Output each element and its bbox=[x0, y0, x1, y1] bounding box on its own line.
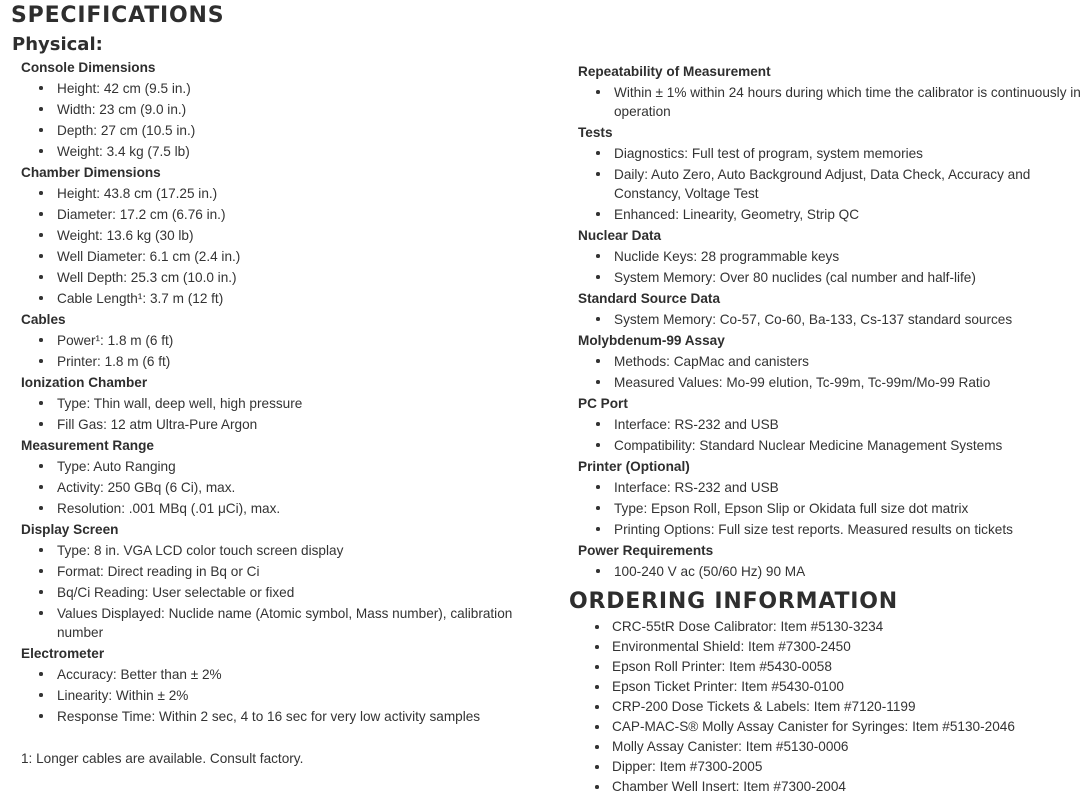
ordering-item-text: Dipper: Item #7300-2005 bbox=[612, 759, 763, 774]
spec-item bbox=[21, 561, 541, 582]
right-spec-column bbox=[578, 61, 1090, 582]
spec-item-text: Type: 8 in. VGA LCD color touch screen display bbox=[57, 543, 344, 558]
spec-item-text: Type: Epson Roll, Epson Slip or Okidata full size dot matrix bbox=[614, 501, 969, 516]
bullet-icon bbox=[595, 745, 599, 749]
spec-item-text: Weight: 3.4 kg (7.5 lb) bbox=[57, 144, 190, 159]
spec-item bbox=[21, 414, 541, 435]
spec-section-printer-optional bbox=[578, 456, 1090, 540]
bullet-icon bbox=[39, 506, 43, 510]
spec-item-text: Enhanced: Linearity, Geometry, Strip QC bbox=[614, 207, 860, 222]
ordering-item bbox=[588, 757, 1088, 777]
spec-item bbox=[21, 664, 541, 685]
spec-item-text: Printing Options: Full size test reports. Measured results on tickets bbox=[614, 522, 1013, 537]
spec-item-text: Bq/Ci Reading: User selectable or fixed bbox=[57, 585, 295, 600]
spec-item-text: 100-240 V ac (50/60 Hz) 90 MA bbox=[614, 564, 806, 579]
ordering-list bbox=[588, 617, 1088, 797]
bullet-icon bbox=[596, 527, 600, 531]
bullet-icon bbox=[596, 212, 600, 216]
section-heading: Console Dimensions bbox=[21, 60, 156, 75]
bullet-icon bbox=[39, 464, 43, 468]
spec-item-text: Methods: CapMac and canisters bbox=[614, 354, 809, 369]
spec-item-text: Diameter: 17.2 cm (6.76 in.) bbox=[57, 207, 226, 222]
bullet-icon bbox=[39, 422, 43, 426]
section-heading: Chamber Dimensions bbox=[21, 165, 161, 180]
spec-item bbox=[21, 498, 541, 519]
spec-item bbox=[21, 246, 541, 267]
spec-item bbox=[578, 143, 1090, 164]
spec-item bbox=[21, 99, 541, 120]
ordering-item-text: Molly Assay Canister: Item #5130-0006 bbox=[612, 739, 849, 754]
spec-section-chamber-dimensions bbox=[21, 162, 541, 309]
ordering-item bbox=[588, 637, 1088, 657]
spec-item bbox=[21, 706, 541, 727]
spec-item bbox=[21, 183, 541, 204]
spec-list bbox=[578, 82, 1090, 122]
spec-item-text: Interface: RS-232 and USB bbox=[614, 480, 779, 495]
spec-item bbox=[578, 477, 1090, 498]
spec-item bbox=[21, 540, 541, 561]
ordering-information-heading: ORDERING INFORMATION bbox=[569, 589, 898, 614]
section-heading: Nuclear Data bbox=[578, 228, 662, 243]
bullet-icon bbox=[39, 86, 43, 90]
bullet-icon bbox=[39, 359, 43, 363]
bullet-icon bbox=[596, 422, 600, 426]
ordering-item-text: CAP-MAC-S® Molly Assay Canister for Syringes: Item #5130-2046 bbox=[612, 719, 1015, 734]
spec-section-repeatability-of-measurement bbox=[578, 61, 1090, 122]
section-heading: Printer (Optional) bbox=[578, 459, 690, 474]
section-heading: Electrometer bbox=[21, 646, 105, 661]
spec-list bbox=[578, 414, 1090, 456]
spec-item-text: Resolution: .001 MBq (.01 μCi), max. bbox=[57, 501, 281, 516]
spec-section-electrometer bbox=[21, 643, 541, 727]
spec-list bbox=[578, 309, 1090, 330]
spec-item-text: Values Displayed: Nuclide name (Atomic symbol, Mass number), calibration number bbox=[57, 606, 513, 640]
spec-list bbox=[578, 143, 1090, 225]
bullet-icon bbox=[595, 705, 599, 709]
spec-item-text: Width: 23 cm (9.0 in.) bbox=[57, 102, 187, 117]
spec-item-text: Response Time: Within 2 sec, 4 to 16 sec for very low activity samples bbox=[57, 709, 481, 724]
spec-section-measurement-range bbox=[21, 435, 541, 519]
section-heading: Tests bbox=[578, 125, 613, 140]
spec-section-cables bbox=[21, 309, 541, 372]
spec-item-text: Interface: RS-232 and USB bbox=[614, 417, 779, 432]
spec-list bbox=[21, 456, 541, 519]
spec-section-console-dimensions bbox=[21, 57, 541, 162]
spec-item-text: Measured Values: Mo-99 elution, Tc-99m, Tc-99m/Mo-99 Ratio bbox=[614, 375, 991, 390]
bullet-icon bbox=[39, 401, 43, 405]
section-heading: PC Port bbox=[578, 396, 628, 411]
bullet-icon bbox=[596, 317, 600, 321]
spec-list bbox=[578, 246, 1090, 288]
spec-section-molybdenum-99-assay bbox=[578, 330, 1090, 393]
bullet-icon bbox=[39, 275, 43, 279]
bullet-icon bbox=[595, 725, 599, 729]
spec-item bbox=[578, 82, 1090, 122]
specifications-heading: SPECIFICATIONS bbox=[11, 3, 225, 28]
bullet-icon bbox=[596, 443, 600, 447]
spec-item bbox=[21, 330, 541, 351]
spec-item-text: Daily: Auto Zero, Auto Background Adjust, Data Check, Accuracy and Constancy, Voltage Test bbox=[614, 167, 1031, 201]
ordering-item-text: CRP-200 Dose Tickets & Labels: Item #7120-1199 bbox=[612, 699, 916, 714]
spec-item bbox=[578, 414, 1090, 435]
physical-heading: Physical: bbox=[12, 34, 103, 55]
ordering-item-text: Environmental Shield: Item #7300-2450 bbox=[612, 639, 851, 654]
section-heading: Measurement Range bbox=[21, 438, 154, 453]
spec-item-text: Cable Length¹: 3.7 m (12 ft) bbox=[57, 291, 224, 306]
spec-item bbox=[21, 393, 541, 414]
ordering-item-text: CRC-55tR Dose Calibrator: Item #5130-3234 bbox=[612, 619, 884, 634]
bullet-icon bbox=[595, 665, 599, 669]
bullet-icon bbox=[596, 485, 600, 489]
bullet-icon bbox=[39, 296, 43, 300]
spec-section-tests bbox=[578, 122, 1090, 225]
spec-item-text: Printer: 1.8 m (6 ft) bbox=[57, 354, 171, 369]
ordering-item bbox=[588, 737, 1088, 757]
spec-item bbox=[21, 78, 541, 99]
ordering-item bbox=[588, 777, 1088, 797]
bullet-icon bbox=[39, 548, 43, 552]
section-heading: Cables bbox=[21, 312, 66, 327]
spec-section-pc-port bbox=[578, 393, 1090, 456]
bullet-icon bbox=[39, 128, 43, 132]
bullet-icon bbox=[39, 590, 43, 594]
spec-item-text: Accuracy: Better than ± 2% bbox=[57, 667, 222, 682]
bullet-icon bbox=[595, 645, 599, 649]
bullet-icon bbox=[595, 765, 599, 769]
spec-item-text: Activity: 250 GBq (6 Ci), max. bbox=[57, 480, 236, 495]
section-heading: Display Screen bbox=[21, 522, 119, 537]
spec-item-text: Diagnostics: Full test of program, system memories bbox=[614, 146, 923, 161]
spec-item bbox=[578, 267, 1090, 288]
spec-item bbox=[21, 603, 541, 643]
spec-item-text: Height: 43.8 cm (17.25 in.) bbox=[57, 186, 218, 201]
spec-item bbox=[21, 685, 541, 706]
bullet-icon bbox=[39, 254, 43, 258]
spec-item bbox=[21, 456, 541, 477]
ordering-item-text: Epson Ticket Printer: Item #5430-0100 bbox=[612, 679, 844, 694]
spec-item bbox=[21, 477, 541, 498]
bullet-icon bbox=[595, 785, 599, 789]
spec-item-text: Depth: 27 cm (10.5 in.) bbox=[57, 123, 196, 138]
spec-list bbox=[21, 183, 541, 309]
spec-item bbox=[21, 204, 541, 225]
footnote: 1: Longer cables are available. Consult factory. bbox=[21, 751, 304, 766]
bullet-icon bbox=[596, 380, 600, 384]
spec-item bbox=[578, 204, 1090, 225]
section-heading: Molybdenum-99 Assay bbox=[578, 333, 725, 348]
spec-item bbox=[21, 288, 541, 309]
spec-list bbox=[578, 351, 1090, 393]
bullet-icon bbox=[596, 254, 600, 258]
bullet-icon bbox=[39, 212, 43, 216]
bullet-icon bbox=[39, 714, 43, 718]
spec-item bbox=[21, 141, 541, 162]
bullet-icon bbox=[39, 149, 43, 153]
spec-item bbox=[578, 164, 1090, 204]
spec-list bbox=[578, 561, 1090, 582]
ordering-item bbox=[588, 697, 1088, 717]
spec-item-text: Format: Direct reading in Bq or Ci bbox=[57, 564, 260, 579]
left-spec-column bbox=[21, 57, 541, 727]
bullet-icon bbox=[39, 611, 43, 615]
section-heading: Repeatability of Measurement bbox=[578, 64, 771, 79]
spec-item-text: System Memory: Co-57, Co-60, Ba-133, Cs-137 standard sources bbox=[614, 312, 1013, 327]
spec-list bbox=[21, 664, 541, 727]
spec-list bbox=[21, 393, 541, 435]
bullet-icon bbox=[39, 107, 43, 111]
spec-item-text: Nuclide Keys: 28 programmable keys bbox=[614, 249, 840, 264]
bullet-icon bbox=[39, 191, 43, 195]
bullet-icon bbox=[39, 485, 43, 489]
bullet-icon bbox=[39, 338, 43, 342]
ordering-item bbox=[588, 617, 1088, 637]
bullet-icon bbox=[39, 672, 43, 676]
spec-section-display-screen bbox=[21, 519, 541, 643]
bullet-icon bbox=[596, 506, 600, 510]
spec-item-text: Type: Auto Ranging bbox=[57, 459, 176, 474]
spec-item bbox=[578, 498, 1090, 519]
spec-section-ionization-chamber bbox=[21, 372, 541, 435]
spec-item bbox=[578, 435, 1090, 456]
spec-item-text: System Memory: Over 80 nuclides (cal number and half-life) bbox=[614, 270, 976, 285]
bullet-icon bbox=[39, 569, 43, 573]
bullet-icon bbox=[596, 172, 600, 176]
spec-item-text: Power¹: 1.8 m (6 ft) bbox=[57, 333, 174, 348]
spec-item bbox=[21, 351, 541, 372]
spec-item bbox=[21, 267, 541, 288]
spec-item-text: Well Depth: 25.3 cm (10.0 in.) bbox=[57, 270, 237, 285]
ordering-item-text: Epson Roll Printer: Item #5430-0058 bbox=[612, 659, 832, 674]
bullet-icon bbox=[596, 275, 600, 279]
spec-section-nuclear-data bbox=[578, 225, 1090, 288]
bullet-icon bbox=[595, 685, 599, 689]
spec-section-power-requirements bbox=[578, 540, 1090, 582]
ordering-item bbox=[588, 717, 1088, 737]
spec-item bbox=[578, 309, 1090, 330]
spec-section-standard-source-data bbox=[578, 288, 1090, 330]
ordering-item bbox=[588, 677, 1088, 697]
spec-item bbox=[578, 561, 1090, 582]
ordering-item bbox=[588, 657, 1088, 677]
spec-item bbox=[21, 120, 541, 141]
spec-item-text: Within ± 1% within 24 hours during which time the calibrator is continuously in operation bbox=[614, 85, 1081, 119]
spec-item-text: Fill Gas: 12 atm Ultra-Pure Argon bbox=[57, 417, 258, 432]
bullet-icon bbox=[596, 90, 600, 94]
bullet-icon bbox=[596, 569, 600, 573]
ordering-list-container bbox=[588, 617, 1088, 797]
spec-item-text: Weight: 13.6 kg (30 lb) bbox=[57, 228, 194, 243]
spec-item-text: Linearity: Within ± 2% bbox=[57, 688, 189, 703]
spec-item bbox=[578, 519, 1090, 540]
section-heading: Standard Source Data bbox=[578, 291, 721, 306]
spec-list bbox=[21, 78, 541, 162]
spec-item bbox=[21, 225, 541, 246]
spec-list bbox=[21, 330, 541, 372]
bullet-icon bbox=[596, 151, 600, 155]
spec-list bbox=[21, 540, 541, 643]
spec-item-text: Well Diameter: 6.1 cm (2.4 in.) bbox=[57, 249, 241, 264]
spec-item-text: Height: 42 cm (9.5 in.) bbox=[57, 81, 191, 96]
section-heading: Power Requirements bbox=[578, 543, 714, 558]
spec-list bbox=[578, 477, 1090, 540]
spec-item bbox=[578, 351, 1090, 372]
spec-item bbox=[578, 246, 1090, 267]
spec-item bbox=[578, 372, 1090, 393]
bullet-icon bbox=[39, 233, 43, 237]
spec-item-text: Type: Thin wall, deep well, high pressure bbox=[57, 396, 303, 411]
bullet-icon bbox=[596, 359, 600, 363]
section-heading: Ionization Chamber bbox=[21, 375, 148, 390]
bullet-icon bbox=[39, 693, 43, 697]
spec-item-text: Compatibility: Standard Nuclear Medicine Management Systems bbox=[614, 438, 1003, 453]
ordering-item-text: Chamber Well Insert: Item #7300-2004 bbox=[612, 779, 846, 794]
bullet-icon bbox=[595, 625, 599, 629]
spec-item bbox=[21, 582, 541, 603]
